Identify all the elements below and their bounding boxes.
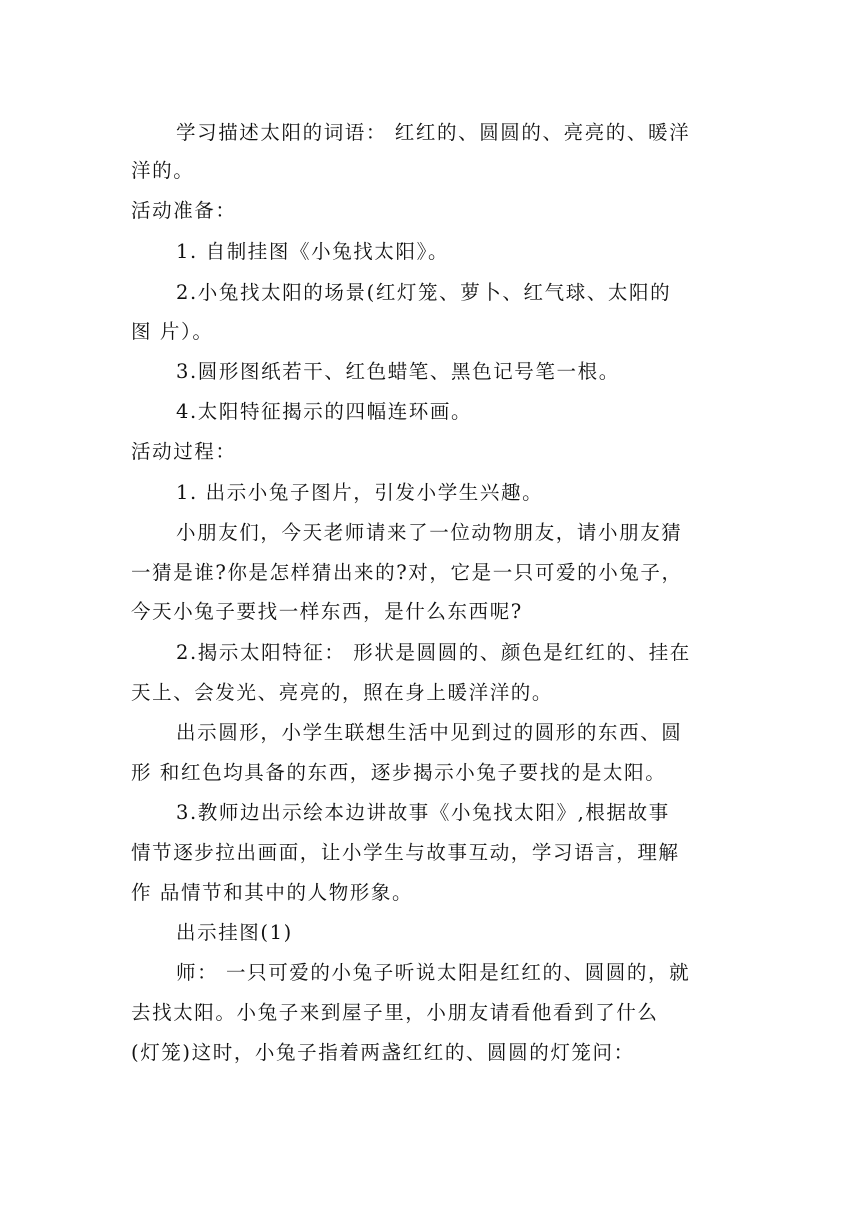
paragraph-line: 形 和红色均具备的东西，逐步揭示小兔子要找的是太阳。 <box>131 761 667 784</box>
list-item: 4.太阳特征揭示的四幅连环画。 <box>176 400 473 423</box>
paragraph-line: 一猜是谁?你是怎样猜出来的?对，它是一只可爱的小兔子， <box>131 561 683 584</box>
paragraph-line: 小朋友们，今天老师请来了一位动物朋友，请小朋友猜 <box>176 521 683 544</box>
paragraph-line: (灯笼)这时，小兔子指着两盏红红的、圆圆的灯笼问： <box>131 1041 635 1064</box>
list-item: 2.小兔找太阳的场景(红灯笼、萝卜、红气球、太阳的 <box>176 281 672 304</box>
paragraph-line: 师： 一只可爱的小兔子听说太阳是红红的、圆圆的，就 <box>176 961 691 984</box>
list-item: 1. 自制挂图《小兔找太阳》。 <box>176 240 450 263</box>
paragraph-line: 作 品情节和其中的人物形象。 <box>131 881 414 904</box>
section-heading: 活动过程： <box>131 440 237 463</box>
list-item: 3.教师边出示绘本边讲故事《小兔找太阳》,根据故事 <box>176 801 670 824</box>
list-item: 2.揭示太阳特征： 形状是圆圆的、颜色是红红的、挂在 <box>176 641 691 664</box>
paragraph-line: 情节逐步拉出画面，让小学生与故事互动，学习语言，理解 <box>131 841 680 864</box>
paragraph-line: 今天小兔子要找一样东西，是什么东西呢? <box>131 600 523 623</box>
paragraph-line: 去找太阳。小兔子来到屋子里，小朋友请看他看到了什么 <box>131 1001 659 1024</box>
paragraph-line: 天上、会发光、亮亮的，照在身上暖洋洋的。 <box>131 681 554 704</box>
paragraph-line: 出示圆形，小学生联想生活中见到过的圆形的东西、圆 <box>176 721 683 744</box>
list-item: 3.圆形图纸若干、红色蜡笔、黑色记号笔一根。 <box>176 360 620 383</box>
paragraph-line: 图 片）。 <box>131 320 214 343</box>
list-item: 1. 出示小兔子图片，引发小学生兴趣。 <box>176 481 544 504</box>
paragraph-line: 学习描述太阳的词语： 红红的、圆圆的、亮亮的、暖洋 <box>176 121 691 144</box>
paragraph-line: 洋的。 <box>131 159 195 182</box>
paragraph-line: 出示挂图(1) <box>176 921 293 944</box>
section-heading: 活动准备： <box>131 199 237 222</box>
